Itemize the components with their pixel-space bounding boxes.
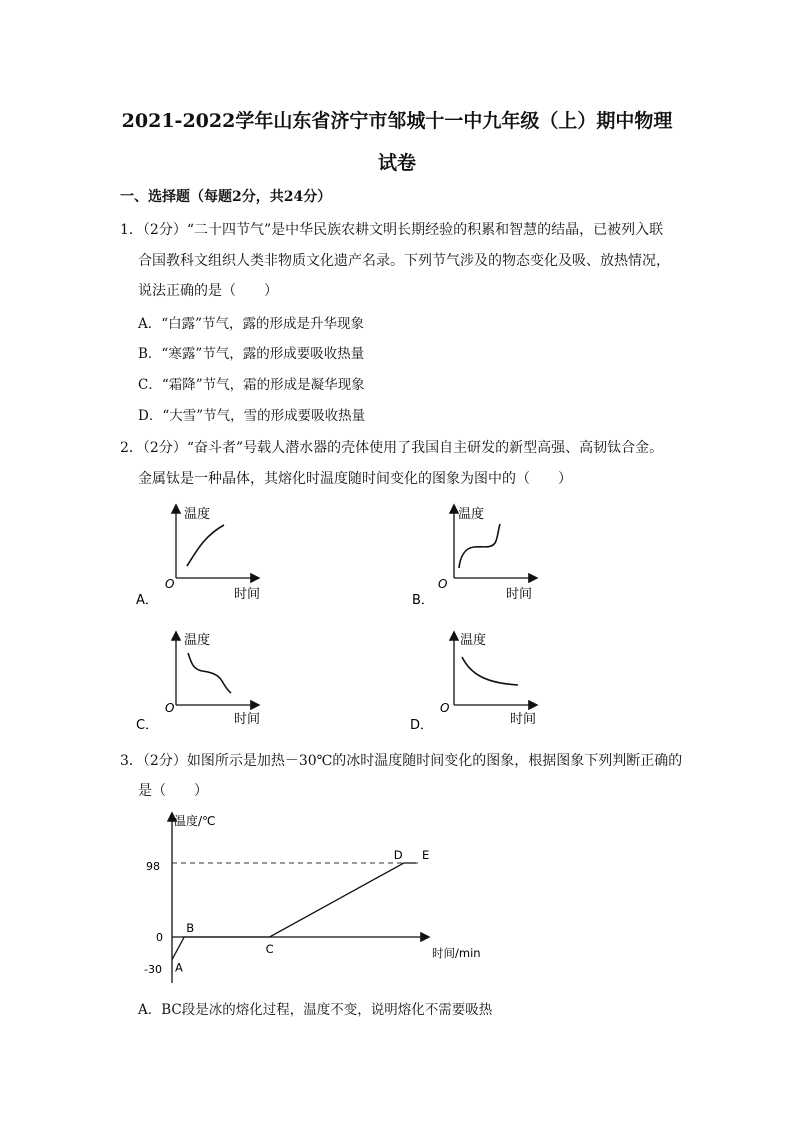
graph-d-origin: O	[440, 701, 450, 715]
graph-c-ylabel: 温度	[184, 633, 211, 648]
graph-a-xlabel: 时间	[234, 587, 261, 602]
graph-c-letter: C．	[136, 718, 159, 733]
q1-option-b: B．“寒露”节气，露的形成要吸收热量	[138, 346, 365, 362]
q3-ytick-neg30: -30	[144, 963, 162, 976]
q3-ytick-0: 0	[156, 931, 163, 944]
graph-b-letter: B．	[412, 593, 434, 608]
q1-line1: 1．（2分）“二十四节气”是中华民族农耕文明长期经验的积累和智慧的结晶，已被列入联	[120, 222, 664, 238]
q3-ylabel: 温度/℃	[174, 814, 216, 828]
graph-a-origin: O	[165, 577, 175, 591]
doc-title-line1: 2021-2022学年山东省济宁市邹城十一中九年级（上）期中物理	[121, 110, 673, 132]
q1-line3: 说法正确的是（ ）	[138, 283, 278, 299]
q1-option-c: C．“霜降”节气，霜的形成是凝华现象	[138, 377, 365, 393]
q2-line2: 金属钛是一种晶体，其熔化时温度随时间变化的图象为图中的（ ）	[138, 471, 572, 487]
graph-c-origin: O	[165, 701, 175, 715]
q3-point-label-b: B	[186, 921, 195, 935]
graph-a-letter: A．	[136, 593, 158, 608]
graph-a	[130, 498, 280, 610]
q3-option-a: A．BC段是冰的熔化过程，温度不变，说明熔化不需要吸热	[138, 1002, 493, 1018]
q3-point-label-c: C	[265, 942, 274, 956]
q1-option-a: A．“白露”节气，露的形成是升华现象	[138, 316, 365, 332]
q3-point-label-d: D	[393, 848, 403, 862]
graph-b-xlabel: 时间	[506, 587, 533, 602]
q3-line1: 3．（2分）如图所示是加热－30℃的冰时温度随时间变化的图象，根据图象下列判断正确的	[120, 753, 683, 769]
q1-line2: 合国教科文组织人类非物质文化遗产名录。下列节气涉及的物态变化及吸、放热情况，	[138, 253, 670, 269]
section-heading: 一、选择题（每题2分，共24分）	[120, 189, 332, 205]
q3-line2: 是（ ）	[138, 783, 208, 799]
doc-title-line2: 试卷	[377, 152, 416, 174]
graph-c-xlabel: 时间	[234, 712, 261, 727]
graph-d	[408, 625, 558, 737]
graph-b-ylabel: 温度	[458, 507, 485, 522]
q2-line1: 2．（2分）“奋斗者”号载人潜水器的壳体使用了我国自主研发的新型高强、高韧钛合金。	[120, 440, 664, 456]
q3-chart	[130, 808, 510, 988]
q3-curve	[172, 863, 416, 960]
graph-c	[130, 625, 280, 737]
graph-b	[408, 498, 558, 610]
graph-a-ylabel: 温度	[184, 507, 211, 522]
q3-ytick-98: 98	[146, 860, 160, 873]
q3-xlabel: 时间/min	[432, 946, 481, 960]
q3-point-label-a: A	[175, 960, 183, 975]
graph-d-letter: D．	[410, 718, 434, 733]
q1-option-d: D．“大雪”节气，雪的形成要吸收热量	[138, 408, 366, 424]
graph-b-origin: O	[438, 577, 448, 591]
graph-d-xlabel: 时间	[510, 712, 537, 727]
q3-point-label-e: E	[422, 848, 430, 862]
graph-d-ylabel: 温度	[460, 633, 487, 648]
